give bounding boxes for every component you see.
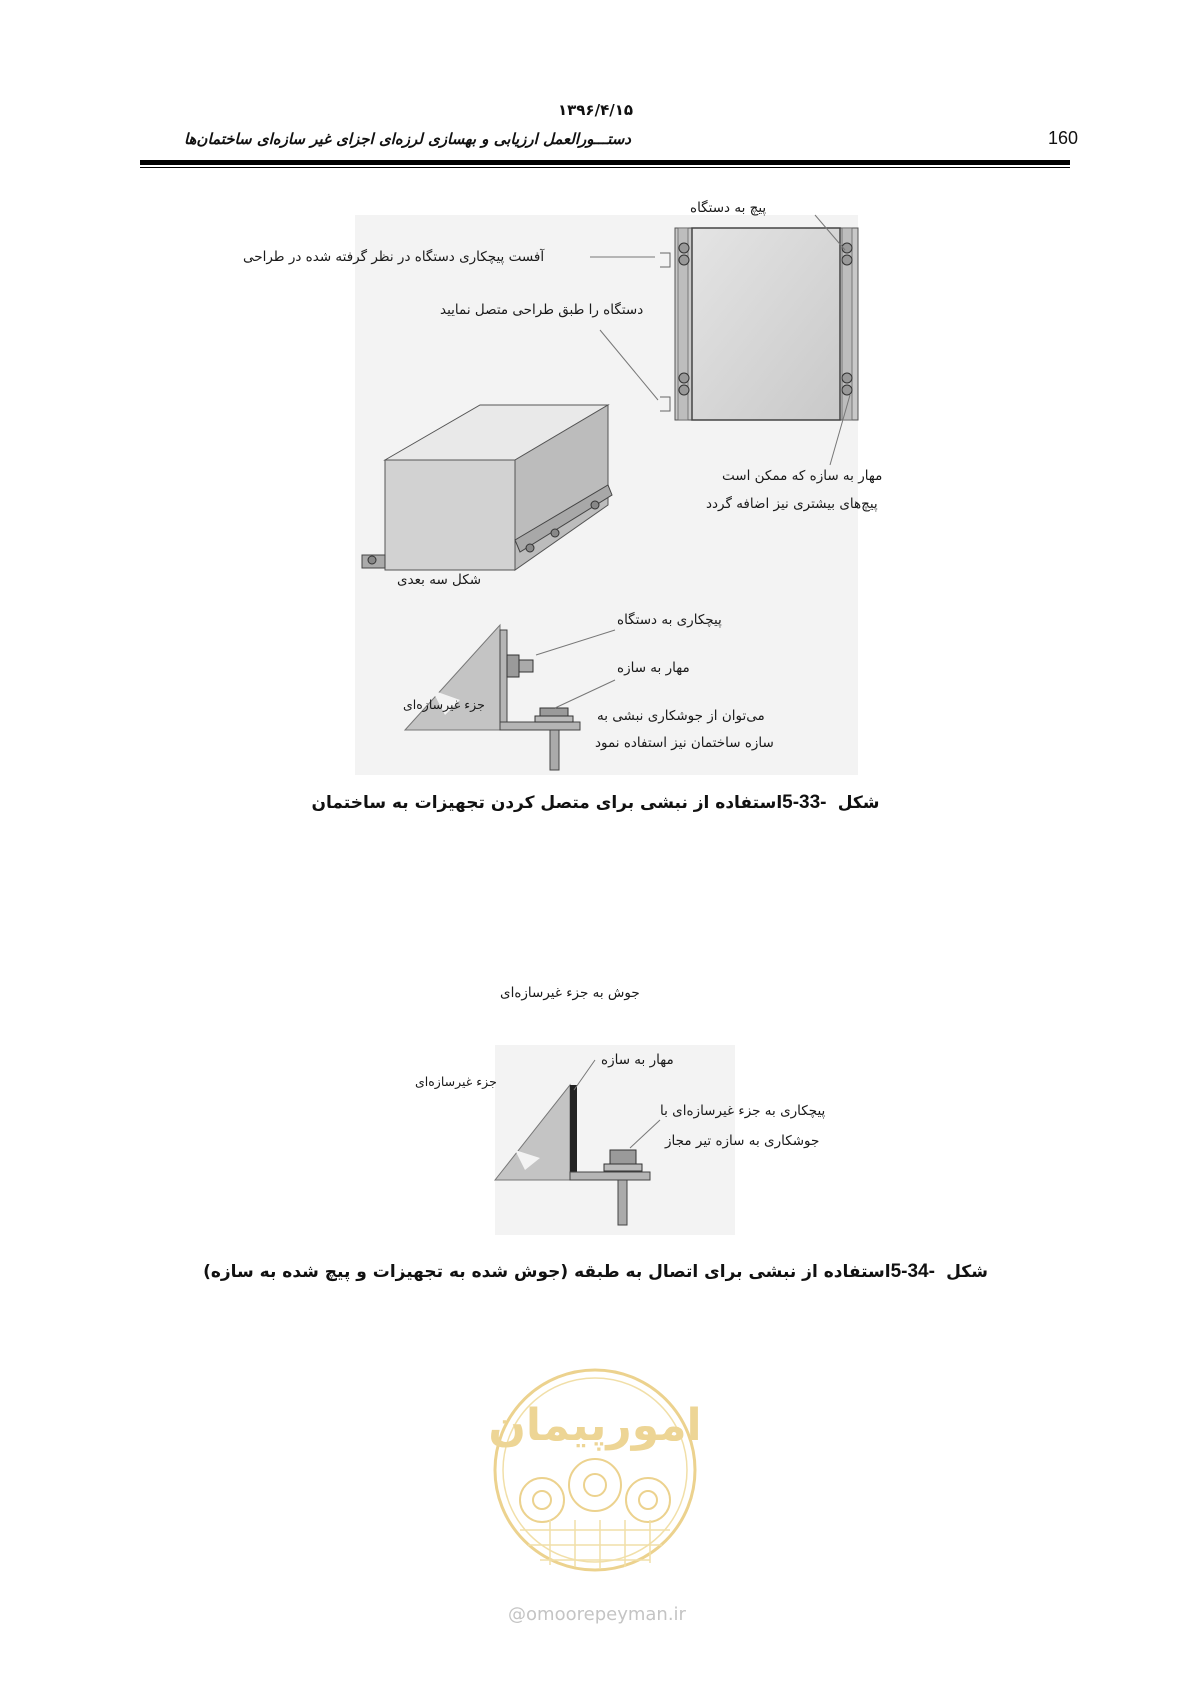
label-bolting-line1: پیچکاری به جزء غیرسازه‌ای با [660, 1103, 826, 1119]
header-title: دستـــورالعمل ارزیابی و بهسازی لرزه‌ای اجزای غیر سازه‌ای ساختمان‌ها [183, 130, 631, 148]
label-nonstructural-component: جزء غیرسازه‌ای [403, 697, 485, 712]
label-bolt-to-device: پیچ به دستگاه [690, 200, 767, 216]
watermark-url: @omoorepeyman.ir [508, 1604, 686, 1625]
label-connect-per-design: دستگاه را طبق طراحی متصل نمایید [440, 302, 644, 318]
figure-34-caption [0, 1261, 1191, 1283]
page-number: 160 [1048, 128, 1079, 148]
watermark-logo [480, 1355, 710, 1605]
label-nonstructural-component-34: جزء غیرسازه‌ای [415, 1074, 497, 1089]
figure-33-caption [0, 792, 1191, 814]
label-weld-to-component: جوش به جزء غیرسازه‌ای [500, 985, 640, 1001]
label-bolt-offset: آفست پیچکاری دستگاه در نظر گرفته شده در طراحی [243, 249, 545, 265]
label-3d-view: شکل سه بعدی [397, 572, 482, 588]
figure-33-number: 5-33- [782, 792, 832, 813]
label-anchor-to-structure: مهار به سازه [617, 660, 690, 676]
label-weld-line1: می‌توان از جوشکاری نبشی به [597, 708, 765, 724]
label-anchor-line1: مهار به سازه که ممکن است [722, 468, 883, 484]
label-bolting-line2: جوشکاری به سازه تیر مجاز [665, 1133, 820, 1149]
header-rule-thin [140, 167, 1070, 168]
header-date: ۱۳۹۶/۴/۱۵ [557, 101, 634, 119]
label-weld-line2: سازه ساختمان نیز استفاده نمود [595, 735, 774, 751]
figure-34-caption-prefix: شکل [940, 1262, 988, 1282]
figure-33-drawing [0, 180, 1191, 960]
label-anchor-to-structure-34: مهار به سازه [601, 1052, 674, 1068]
figure-34-caption-text: استفاده از نبشی برای اتصال به طبقه (جوش شده به تجهیزات و پیچ شده به سازه) [203, 1262, 891, 1282]
header-rule-thick [140, 160, 1070, 165]
figure-33-caption-prefix: شکل [831, 793, 880, 813]
label-anchor-line2: پیچ‌های بیشتری نیز اضافه گردد [706, 496, 878, 512]
figure-34-number: 5-34- [890, 1261, 941, 1282]
figure-33-caption-text: استفاده از نبشی برای متصل کردن تجهیزات به ساختمان [311, 793, 783, 813]
svg-text:امورپیمان: امورپیمان [488, 1400, 702, 1451]
label-bolting-to-device: پیچکاری به دستگاه [617, 612, 722, 628]
figure-34-drawing [0, 1030, 1191, 1250]
